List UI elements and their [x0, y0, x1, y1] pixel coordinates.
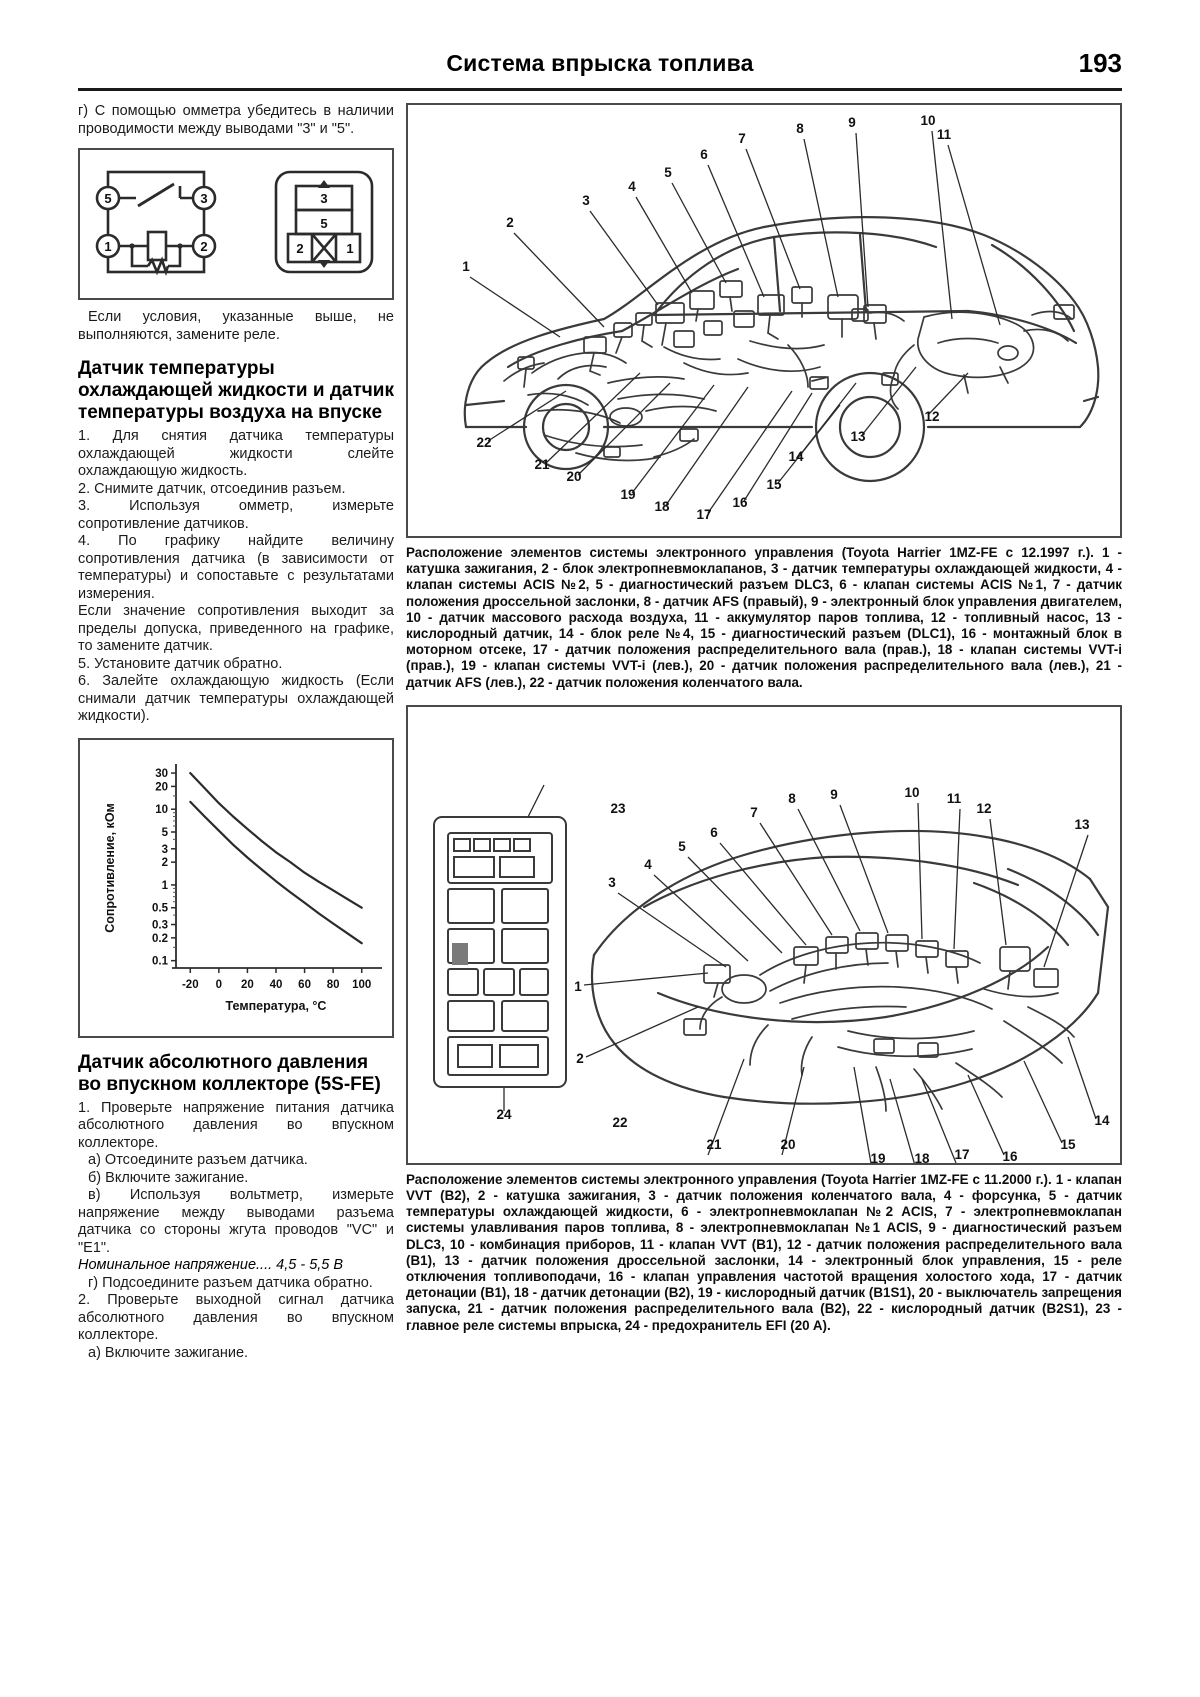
section1-step-3: 3. Используя омметр, измерьте сопротивление датчиков. [78, 498, 394, 532]
callout-number: 21 [534, 457, 550, 472]
callout-number: 2 [506, 215, 514, 230]
callout-number: 17 [954, 1146, 970, 1162]
callout-number: 17 [696, 507, 712, 522]
callout-number: 22 [612, 1114, 628, 1130]
callout-number: 14 [1094, 1112, 1110, 1128]
car-diagram-1997-svg [408, 105, 1120, 536]
chart-y-tick-label: 0.2 [152, 932, 168, 945]
svg-text:40: 40 [269, 978, 283, 991]
callout-number: 24 [496, 1106, 512, 1122]
figure-engine-layout-2000 [406, 705, 1122, 1165]
callout-number: 8 [788, 790, 796, 806]
svg-text:100: 100 [352, 978, 372, 991]
svg-text:60: 60 [298, 978, 311, 991]
svg-text:2: 2 [296, 241, 304, 256]
callout-number: 9 [830, 786, 838, 802]
section2-step-1: 1. Проверьте напряжение питания датчика абсолютного давления во впускном коллекторе. [78, 1099, 394, 1151]
callout-number: 1 [574, 978, 582, 994]
callout-number: 6 [710, 824, 718, 840]
svg-text:0: 0 [215, 978, 223, 991]
left-column [78, 103, 394, 1362]
svg-text:1: 1 [346, 241, 354, 256]
callout-number: 13 [1074, 816, 1090, 832]
svg-text:3: 3 [200, 191, 208, 206]
relay-schematic-svg [80, 150, 392, 298]
callout-number: 8 [796, 121, 804, 136]
section2-step-c: в) Используя вольтметр, измерьте напряжение между выводами разъема датчика со стороны жгута проводов "VC" и "E1". [78, 1187, 394, 1256]
callout-number: 6 [700, 147, 708, 162]
resistance-temperature-chart [78, 738, 394, 1038]
section2-step-2a: а) Включите зажигание. [88, 1344, 249, 1361]
page-number: 193 [1078, 48, 1122, 78]
callout-number: 5 [664, 165, 672, 180]
callout-number: 9 [848, 115, 856, 130]
svg-text:-20: -20 [181, 978, 199, 991]
section-heading-map-sensor: Датчик абсолютного давления во впускном коллекторе (5S-FE) [78, 1051, 381, 1095]
car-diagram-2000-svg [408, 707, 1120, 1163]
section1-note: Если значение сопротивления выходит за пределы допуска, приведенного на графике, то замените датчик. [78, 603, 394, 654]
callout-number: 18 [654, 499, 670, 514]
callout-number: 5 [678, 838, 686, 854]
chart-y-tick-label: 0.1 [152, 955, 168, 968]
chart-y-tick-label: 30 [155, 767, 168, 780]
callout-number: 15 [766, 477, 782, 492]
figure-engine-layout-1997 [406, 103, 1122, 538]
svg-text:20: 20 [241, 978, 254, 991]
section1-step-2: 2. Снимите датчик, отсоединив разъем. [78, 480, 346, 497]
chart-y-tick-label: 2 [161, 856, 168, 869]
relay-schematic-figure [78, 148, 394, 300]
callout-number: 19 [620, 487, 636, 502]
callout-number: 3 [582, 193, 590, 208]
callout-number: 10 [920, 113, 936, 128]
callout-number: 18 [914, 1150, 930, 1163]
svg-text:2: 2 [200, 239, 208, 254]
callout-number: 2 [576, 1050, 584, 1066]
callout-number: 4 [628, 179, 636, 194]
svg-text:5: 5 [320, 216, 328, 231]
callout-number: 20 [566, 469, 582, 484]
callout-number: 12 [924, 409, 940, 424]
svg-text:5: 5 [104, 191, 112, 206]
nominal-voltage-spec: Номинальное напряжение.... 4,5 - 5,5 В [78, 1257, 344, 1273]
chart-y-tick-label: 10 [155, 803, 168, 816]
section-heading-temp-sensor: Датчик температуры охлаждающей жидкости и датчик температуры воздуха на впуске [78, 358, 394, 423]
section1-step-6: 6. Залейте охлаждающую жидкость (Если снимали датчик температуры охлаждающей жидкости). [78, 673, 394, 724]
chart-y-tick-label: 3 [161, 843, 168, 856]
section2-step-b: б) Включите зажигание. [88, 1169, 249, 1186]
callout-number: 10 [904, 784, 920, 800]
chart-y-axis-label: Сопротивление, кОм [103, 802, 117, 933]
callout-number: 16 [1002, 1148, 1018, 1163]
callout-number: 20 [780, 1136, 796, 1152]
callout-number: 11 [946, 790, 962, 806]
chart-y-tick-label: 20 [155, 780, 168, 793]
section1-step-5: 5. Установите датчик обратно. [78, 655, 283, 672]
chart-series-line [190, 773, 361, 908]
section2-step-a: а) Отсоедините разъем датчика. [88, 1152, 308, 1168]
callout-number: 3 [608, 874, 616, 890]
section2-step-2: 2. Проверьте выходной сигнал датчика абсолютного давления во впускном коллекторе. [78, 1292, 394, 1343]
callout-number: 4 [644, 856, 652, 872]
callout-number: 7 [738, 131, 746, 146]
chart-y-tick-label: 1 [161, 879, 168, 892]
resistance-temperature-chart-svg [80, 740, 392, 1036]
callout-number: 15 [1060, 1136, 1076, 1152]
callout-number: 12 [976, 800, 992, 816]
page-title: Система впрыска топлива [446, 50, 754, 76]
svg-text:1: 1 [104, 239, 112, 254]
callout-number: 16 [732, 495, 748, 510]
chart-y-tick-label: 0.5 [152, 902, 168, 915]
chart-y-tick-label: 0.3 [152, 919, 168, 932]
section1-step-1: 1. Для снятия датчика температуры охлаждающей жидкости слейте охлаждающую жидкость. [78, 428, 394, 479]
section1-step-4: 4. По графику найдите величину сопротивления датчика (в зависимости от температуры) и сопоставьте с результатами измерения. [78, 533, 394, 602]
section2-step-d: г) Подсоедините разъем датчика обратно. [88, 1274, 373, 1291]
figure-2-caption: Расположение элементов системы электронного управления (Toyota Harrier 1MZ-FE с 11.2000 г.). 1 - клапан VVT (B2), 2 - катушка зажигания, 3 - датчик положения коленчатого вала, 4 - форсунка, 5 - датчик температуры охлаждающей жидкости, 6 - электропневмоклапан №2 ACIS, 7 - электропневмоклапан системы улавливания паров топлива, 8 - электропневмоклапан №1 ACIS, 9 - диагностический разъем DLC3, 10 - комбинация приборов, 11 - клапан VVT (B1), 12 - датчик положения распределительного вала (B1), 13 - датчик положения дроссельной заслонки, 14 - электронный блок управления, 15 - реле отключения топливоподачи, 16 - клапан управления частотой вращения холостого хода, 17 - датчик детонации (B1), 18 - датчик детонации (B2), 19 - кислородный датчик (B1S1), 20 - выключатель запрещения запуска, 21 - датчик положения распределительного вала (B2), 22 - кислородный датчик (B2S1), 23 - главное реле системы впрыска, 24 - предохранитель EFI (20 A). [406, 1171, 1122, 1333]
callout-number: 14 [788, 449, 804, 464]
page-header [78, 50, 1122, 92]
figure-1-caption: Расположение элементов системы электронного управления (Toyota Harrier 1MZ-FE с 12.1997 г.). 1 - катушка зажигания, 2 - блок электропневмоклапанов, 3 - датчик температуры охлаждающей жидкости, 4 - клапан системы ACIS №2, 5 - диагностический разъем DLC3, 6 - клапан системы ACIS №1, 7 - датчик положения дроссельной заслонки, 8 - датчик AFS (правый), 9 - электронный блок управления двигателем, 10 - датчик массового расхода воздуха, 11 - аккумулятор паров топлива, 12 - топливный насос, 13 - кислородный датчик, 14 - блок реле №4, 15 - диагностический разъем (DLC1), 16 - монтажный блок в моторном отсеке, 17 - датчик положения распределительного вала (прав.), 18 - клапан системы VVT-i (прав.), 19 - клапан системы VVT-i (лев.), 20 - датчик положения распределительного вала (лев.), 21 - датчик AFS (лев.), 22 - датчик положения коленчатого вала. [406, 545, 1122, 690]
chart-y-tick-label: 5 [161, 826, 168, 839]
callout-number: 11 [936, 127, 952, 142]
callout-number: 7 [750, 804, 758, 820]
right-column [406, 103, 1122, 1334]
callout-number: 23 [610, 800, 626, 816]
chart-series-line [190, 801, 361, 942]
callout-number: 19 [870, 1150, 886, 1163]
svg-text:3: 3 [320, 191, 328, 206]
chart-x-axis-label: Температура, °C [225, 998, 327, 1013]
callout-number: 13 [850, 429, 866, 444]
intro-paragraph: г) С помощью омметра убедитесь в наличии проводимости между выводами "3" и "5". [78, 103, 394, 137]
svg-text:80: 80 [326, 978, 340, 991]
callout-number: 21 [706, 1136, 722, 1152]
callout-number: 1 [462, 259, 470, 274]
header-divider [78, 88, 1122, 91]
after-figure-note: Если условия, указанные выше, не выполняются, замените реле. [78, 309, 394, 343]
callout-number: 22 [476, 435, 492, 450]
